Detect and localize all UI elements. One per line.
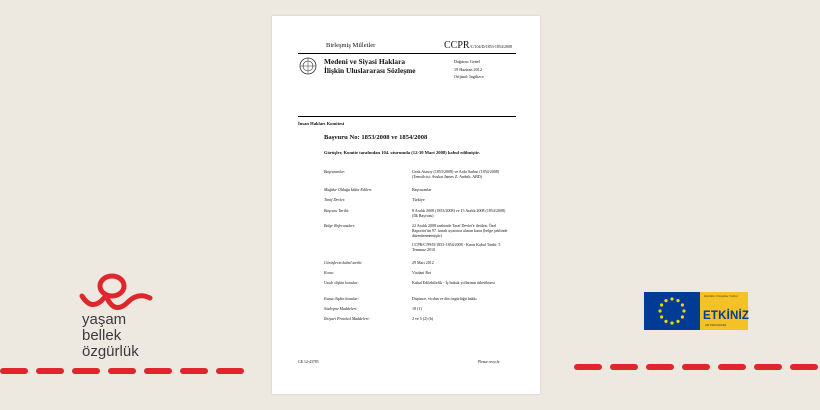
field-label: Başvuru Tarihi:	[324, 208, 350, 213]
etkiniz-name: ETKİNİZ	[703, 310, 750, 322]
committee-name: İnsan Hakları Komitesi	[298, 121, 345, 126]
un-document-page	[272, 16, 540, 394]
field-value: 8 Aralık 2008 (1853/2008) ve 15 Aralık 2008 (1854/2008) (İlk Başvuru)	[412, 208, 506, 218]
logo-line-2: bellek	[82, 327, 122, 344]
document-job-number: GE.12-43783	[298, 360, 319, 364]
field-value: Düşünce, vicdan ve din özgürlüğü hakkı	[412, 296, 477, 301]
field-value: Türkiye	[412, 197, 425, 202]
field-label: Görüşlerin kabul tarihi:	[324, 260, 363, 265]
field-label: Konu:	[324, 270, 334, 275]
field-value: Vicdani Ret	[412, 270, 431, 275]
field-label: Mağdur Olduğu İddia Edilen:	[324, 187, 373, 192]
communication-number: Başvuru No: 1853/2008 ve 1854/2008	[324, 134, 428, 141]
yasam-bellek-ozgurluk-logo	[78, 272, 174, 372]
field-value: Cenk Atasoy (1853/2008) ve Arda Sarkut (1854/2008) (Temsilcisi: Avukat James Z. Andrik, ABD)	[412, 169, 500, 179]
field-value: 22 Aralık 2008 tarihinde Taraf Devlet'e iletilen, Özel Raportör'ün 97. kuralı uyarınca alınan karar (belge şeklinde düzenlenmemiştir)	[412, 223, 508, 238]
field-label: Taraf Devlet:	[324, 197, 346, 202]
section-rule	[298, 116, 516, 117]
field-value: 2 ve 5 (2) (b)	[412, 316, 434, 321]
field-label: İhtiyari Protokol Maddeleri:	[324, 316, 370, 321]
document-date: 19 Haziran 2012	[454, 67, 482, 72]
field-label: Sözleşme Maddeleri:	[324, 306, 358, 311]
etkiniz-badge	[700, 292, 748, 330]
distribution: Dağıtım: Genel	[454, 59, 480, 64]
field-value: Başvuranlar	[412, 187, 432, 192]
field-value: 18 (1)	[412, 306, 422, 311]
field-label: Belge Referansları:	[324, 223, 356, 228]
original-language: Orijinal: İngilizce	[454, 74, 484, 79]
etkiniz-eu-logo	[644, 292, 748, 330]
document-symbol: CCPR/C/104/D/1853-1854/2008	[444, 40, 513, 51]
figure-icon	[78, 272, 174, 316]
header-rule	[298, 53, 516, 54]
eu-flag-icon	[644, 292, 700, 330]
field-value: CCPR/C/99/D/1853-1854/2008 - Karar Kabul Tarihi: 5 Temmuz 2010	[412, 242, 501, 252]
logo-line-3: özgürlük	[82, 343, 139, 360]
covenant-title-line-2: İlişkin Uluslararası Sözleşme	[324, 66, 416, 75]
field-value: 29 Mart 2012	[412, 260, 434, 265]
recycle-note: Please recycle	[478, 360, 500, 364]
un-emblem-icon	[298, 56, 318, 76]
etkiniz-program: AB PROGRAMI	[705, 323, 727, 327]
covenant-title-line-1: Medeni ve Siyasi Haklara	[324, 57, 406, 66]
field-label: Usule ilişkin konular:	[324, 280, 359, 285]
field-value: Kabul Edilebilirlik - İç hukuk yollarının tüketilmesi	[412, 280, 495, 285]
field-label: Esasa ilişkin konular:	[324, 296, 360, 301]
field-label: Başvuranlar:	[324, 169, 346, 174]
right-dashed-line	[574, 364, 820, 370]
etkiniz-tagline: Etkinlikler, Kolaylıklar, Katılım	[704, 295, 738, 298]
organization-name: Birleşmiş Milletler	[326, 42, 376, 49]
logo-line-1: yaşam	[82, 311, 127, 328]
views-adopted: Görüşler, Komite tarafından 104. oturumda (12-30 Mart 2008) kabul edilmiştir.	[324, 150, 480, 155]
